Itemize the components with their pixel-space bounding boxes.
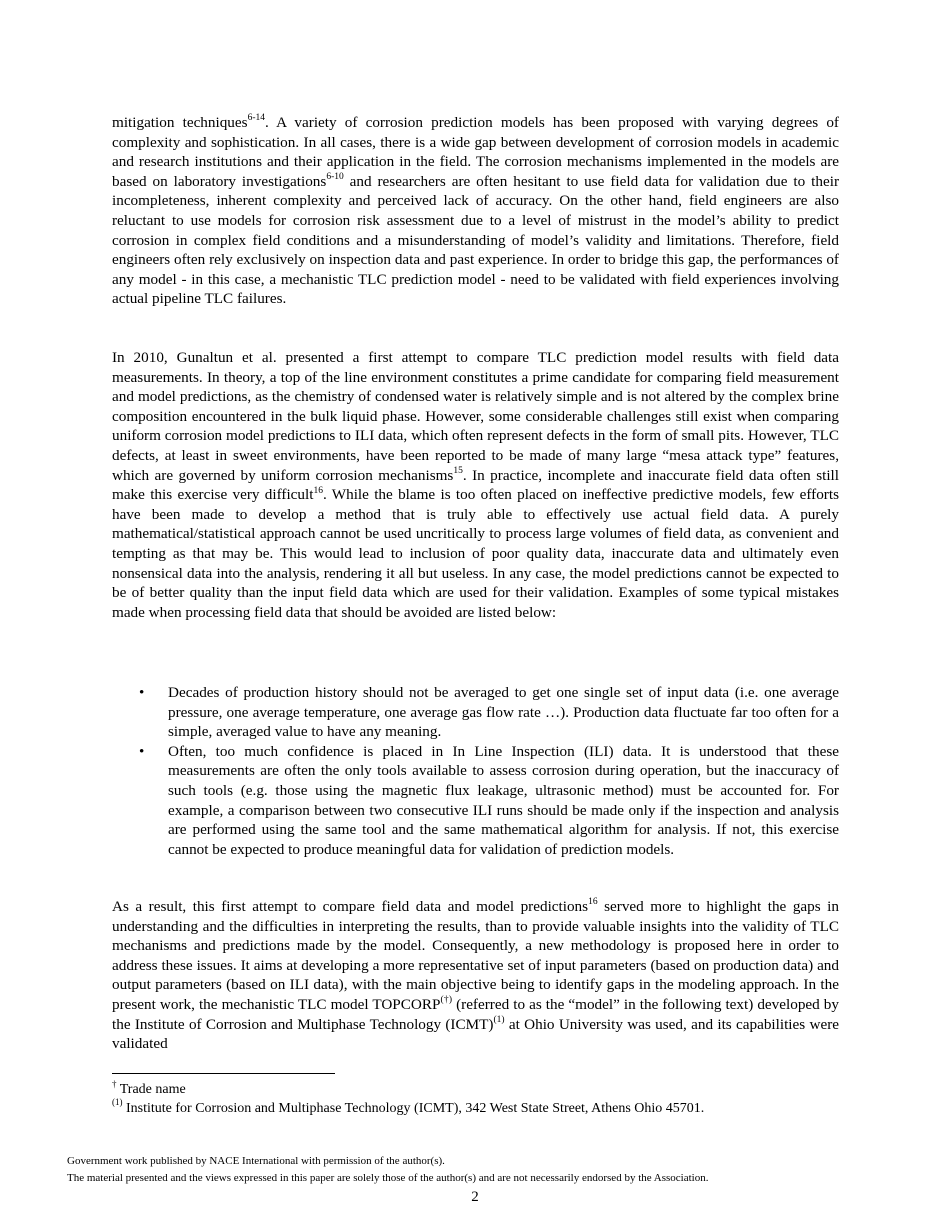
text-run: at Ohio University was used, and its capabilities were validated bbox=[112, 1015, 839, 1053]
footnote-trade-name bbox=[112, 1078, 839, 1100]
text-run: In 2010, Gunaltun et al. presented a first attempt to compare TLC prediction model results with field data measurements. In theory, a top of the line environment constitutes a prime candidate for comparing field measurement and model predictions, as the chemistry of condensed water is relatively simple and is not altered by the complex brine composition encountered in the bulk liquid phase. However, some considerable challenges still exist when comparing uniform corrosion model predictions to ILI data, which often represent defects in the form of small pits. However, TLC defects, at least in sweet environments, have been reported to be made of many large “mesa attack type” features, which are governed by uniform corrosion mechanisms bbox=[112, 349, 839, 484]
footer-line-government-work: Government work published by NACE International with permission of the author(s). bbox=[67, 1155, 445, 1167]
paragraph-new-methodology bbox=[112, 897, 839, 1054]
citation-superscript: 15 bbox=[453, 466, 463, 476]
footnote-mark: (1) bbox=[112, 1097, 123, 1108]
text-run: . In practice, incomplete and inaccurate field data often still make this exercise very difficult bbox=[112, 466, 839, 504]
paragraph-model-validation-gap bbox=[112, 113, 839, 309]
citation-superscript: 16 bbox=[313, 485, 323, 496]
text-run: (referred to as the “model” in the following text) developed by the Institute of Corrosion and Multiphase Technology (ICMT) bbox=[112, 995, 839, 1033]
footnote-divider bbox=[112, 1073, 335, 1074]
footnotes bbox=[112, 1078, 839, 1118]
footnote-mark: † bbox=[112, 1078, 117, 1089]
citation-superscript: 6-10 bbox=[326, 172, 344, 183]
bullet-icon: • bbox=[139, 684, 145, 701]
footnote-marker: (†) bbox=[440, 995, 453, 1006]
footnote-icmt bbox=[112, 1097, 839, 1119]
bullet-text: Often, too much confidence is placed in In Line Inspection (ILI) data. It is understood that these measurements are often the only tools available to assess corrosion during operation, but the inaccuracy of such tools (e.g. those using the magnetic flux leakage, ultrasonic method) must be accounted for. For example, a comparison between two consecutive ILI runs should be made only if the inspection and analysis are performed using the same tool and the same mathematical algorithm for analysis. If not, this exercise cannot be expected to produce meaningful data for validation of prediction models. bbox=[168, 742, 839, 858]
text-run: mitigation techniques bbox=[112, 114, 248, 131]
text-run: . While the blame is too often placed on ineffective predictive models, few efforts have been made to develop a method that is truly able to effectively use actual field data. A purely mathematical/statistical approach cannot be used uncritically to process large volumes of field data, as convenient and tempting as that may be. This would lead to inclusion of poor quality data, inaccurate data and ultimately even nonsensical data into the analysis, rendering it all but useless. In any case, the model predictions cannot be expected to be of better quality than the input field data which are used for their validation. Examples of some typical mistakes made when processing field data that should be avoided are listed below: bbox=[112, 486, 839, 621]
page-number: 2 bbox=[471, 1189, 479, 1205]
text-run: . A variety of corrosion prediction models has been proposed with varying degrees of complexity and sophistication. In all cases, there is a wide gap between development of corrosion models in academic and research institutions and their application in the field. The corrosion mechanisms implemented in the models are based on laboratory investigations bbox=[112, 114, 839, 190]
text-run: As a result, this first attempt to compare field data and model predictions bbox=[112, 898, 589, 915]
citation-superscript: 6-14 bbox=[247, 113, 265, 124]
paragraph-gunaltun-2010 bbox=[112, 348, 839, 622]
citation-superscript: 16 bbox=[588, 897, 598, 908]
footnote-text: Trade name bbox=[116, 1082, 186, 1097]
bullet-item-ili-data-confidence bbox=[112, 742, 839, 860]
bullet-text: Decades of production history should not be averaged to get one single set of input data (i.e. one average pressure, one average temperature, one average gas flow rate …). Production data fluctuate far too often for a simple, averaged value to have any meaning. bbox=[168, 684, 839, 741]
bullet-icon: • bbox=[139, 742, 145, 760]
text-run: and researchers are often hesitant to use field data for validation due to their incompleteness, inherent complexity and perceived lack of accuracy. On the other hand, field engineers are also reluctant to use models for corrosion risk assessment due to a level of mistrust in the model’s ability to predict corrosion in complex field conditions and a misunderstanding of model’s validity and limitations. Therefore, field engineers often rely exclusively on inspection data and past experience. In order to bridge this gap, the performances of any model - in this case, a mechanistic TLC prediction model - need to be validated with field experiences involving actual pipeline TLC failures. bbox=[112, 172, 839, 308]
mistakes-bullet-list bbox=[112, 683, 839, 859]
footnote-text: Institute for Corrosion and Multiphase Technology (ICMT), 342 West State Street, Athens Ohio 45701. bbox=[122, 1100, 705, 1116]
bullet-item-averaging-production-data bbox=[112, 683, 839, 742]
footer-line-disclaimer: The material presented and the views expressed in this paper are solely those of the author(s) and are not necessarily endorsed by the Association. bbox=[67, 1172, 709, 1184]
footnote-marker: (1) bbox=[493, 1015, 505, 1025]
text-run: served more to highlight the gaps in understanding and the difficulties in interpreting the results, than to provide valuable insights into the validity of TLC mechanisms and predictions made by the model. Consequently, a new methodology is proposed here in order to address these issues. It aims at developing a more representative set of input parameters (based on production data) and output parameters (based on ILI data), with the main objective being to identify gaps in the modeling approach. In the present work, the mechanistic TLC model TOPCORP bbox=[112, 898, 839, 1013]
publication-notice bbox=[67, 1153, 887, 1187]
